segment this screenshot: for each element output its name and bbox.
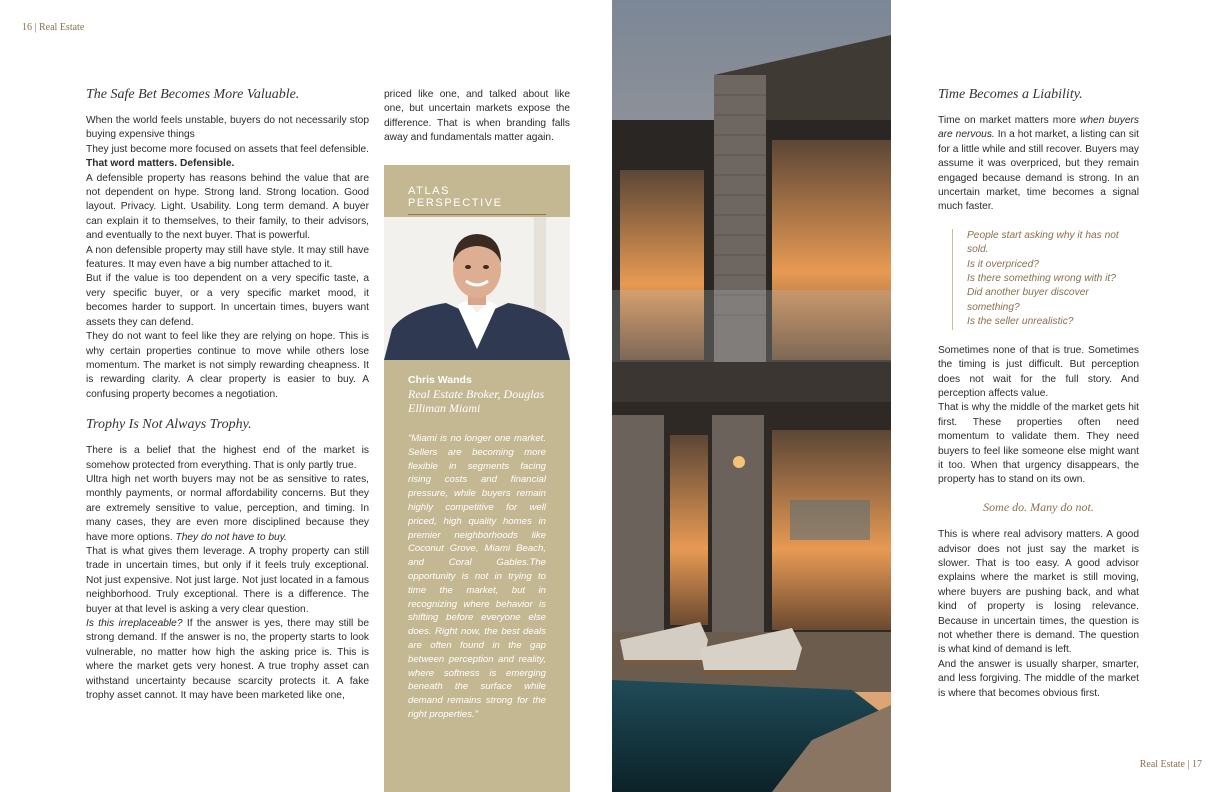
- emphasis-text: Is this irreplaceable?: [86, 618, 183, 629]
- paragraph: But if the value is too dependent on a very specific taste, a very specific buyer, or a very specific market mood, it becomes harder to support. In uncertain times, buyers want assets they can defend.: [86, 273, 369, 328]
- portrait-illustration: [384, 217, 570, 360]
- paragraph-text: Ultra high net worth buyers may not be as sensitive to rates, monthly payments, or normal affordability concerns. But they are extremely sensitive to value, perception, and timing. In many cases, they are even more disciplined because they have more options.: [86, 473, 369, 543]
- house-illustration: [612, 0, 891, 792]
- emphasis-text: That word matters. Defensible.: [86, 158, 235, 170]
- broker-quote: “Miami is no longer one market. Sellers are becoming more flexible in segments facing rising costs and financial pressure, while buyers remain highly competitive for well priced, high quality homes in premier neighborhoods like Coconut Grove, Miami Beach, and Coral Gables.The opportunity is not in trying to time the market, but in recognizing where behavior is shifting before everyone else does. Right now, the best deals are often found in the gap between perception and reality, where softness is emerging beneath the surface while demand remains strong for the right properties.”: [408, 433, 546, 720]
- paragraph: That is what gives them leverage. A trophy property can still trade in uncertain times, but only if it feels truly exceptional. Not just expensive. Not just large. Not just located in a famous neighborhood. Truly exceptional. There is a difference. The buyer at that level is asking a very clear question.: [86, 545, 369, 615]
- section-heading-trophy: Trophy Is Not Always Trophy.: [86, 417, 252, 433]
- emphasis-text: when buyers are nervous.: [938, 115, 1139, 141]
- paragraph: When the world feels unstable, buyers do not necessarily stop buying expensive things: [86, 115, 369, 141]
- pull-quote-line: Is the seller unrealistic?: [967, 316, 1074, 328]
- paragraph: There is a belief that the highest end of the market is somehow protected from everything. That is only partly true.: [86, 445, 369, 471]
- callout-line: Some do. Many do not.: [983, 499, 1094, 514]
- paragraph: [938, 114, 1139, 215]
- paragraph: [86, 617, 369, 703]
- article-column-1: [86, 86, 369, 703]
- page-number-right: Real Estate | 17: [1139, 759, 1202, 770]
- atlas-perspective-panel: [384, 165, 570, 792]
- pull-quote-line: Is there something wrong with it?: [967, 273, 1116, 285]
- paragraph-text: In a hot market, a listing can sit for a little while and still recover. Buyers may assume it was overpriced, but they remain engaged because demand is strong. In an uncertain market, time becomes a signal much faster.: [938, 129, 1139, 213]
- paragraph: A non defensible property may still have style. It may still have features. It may even have a big number attached to it.: [86, 244, 369, 271]
- broker-portrait: [384, 217, 570, 360]
- article-column-3: [938, 86, 1139, 701]
- paragraph: That is why the middle of the market gets hit first. These properties often need momentum to validate them. They need buyers to feel like someone else might want it too. When that urgency disappears, the property has to stand on its own.: [938, 402, 1139, 486]
- pull-quote-line: Did another buyer discover something?: [967, 287, 1089, 313]
- page-number-left: 16 | Real Estate: [22, 22, 85, 33]
- section-heading-time: Time Becomes a Liability.: [938, 87, 1083, 102]
- paragraph: This is where real advisory matters. A good advisor does not just say the market is slower. That is too easy. A good advisor explains where the market is still moving, where buyers are pushing back, and what kind of property is losing relevance. Because in uncertain times, the question is not whether there is demand. The question is what kind of demand is left.: [938, 529, 1139, 656]
- article-column-2: [384, 88, 570, 146]
- broker-role: Real Estate Broker, Douglas Elliman Miami: [408, 387, 545, 415]
- broker-name: Chris Wands: [408, 374, 472, 386]
- paragraph: And the answer is usually sharper, smarter, and less forgiving. The middle of the market is where that becomes obvious first.: [938, 658, 1139, 699]
- paragraph: [86, 143, 369, 172]
- luxury-home-photo: [612, 0, 891, 792]
- section-heading-safe-bet: The Safe Bet Becomes More Valuable.: [86, 87, 300, 102]
- pull-quote: [952, 229, 1139, 330]
- paragraph: priced like one, and talked about like one, but uncertain markets expose the difference. That is when branding falls away and fundamentals matter again.: [384, 89, 570, 144]
- panel-title: ATLAS PERSPECTIVE: [408, 185, 546, 215]
- pull-quote-line: Is it overpriced?: [967, 258, 1039, 270]
- paragraph-text: If the answer is yes, there may still be strong demand. If the answer is no, the property starts to look vulnerable, no matter how high the asking price is. This is where the market gets very honest. A true trophy asset can withstand uncertainty because scarcity protects it. A fake trophy asset cannot. It may have been marketed like one,: [86, 618, 369, 702]
- paragraph-text: Time on market matters more: [938, 115, 1081, 126]
- paragraph: [86, 473, 369, 545]
- paragraph: They do not want to feel like they are relying on hope. This is why certain properties continue to move while others lose momentum. The market is not simply rewarding cheapness. It is rewarding clarity. A clear property is easier to buy. A confusing property becomes a negotiation.: [86, 331, 369, 400]
- pull-quote-line: People start asking why it has not sold.: [967, 229, 1119, 256]
- paragraph: Sometimes none of that is true. Sometimes the timing is just difficult. But perception does not wait for the full story. And perception affects value.: [938, 344, 1139, 399]
- emphasis-text: They do not have to buy.: [175, 531, 287, 543]
- paragraph-text: They just become more focused on assets that feel defensible.: [86, 143, 369, 155]
- paragraph: A defensible property has reasons behind the value that are not dependent on hype. Strong land. Strong location. Good layout. Privacy. Light. Usability. Long term demand. A buyer can explain it to themselves, to their family, to their advisors, and eventually to the next buyer. That is powerful.: [86, 172, 369, 242]
